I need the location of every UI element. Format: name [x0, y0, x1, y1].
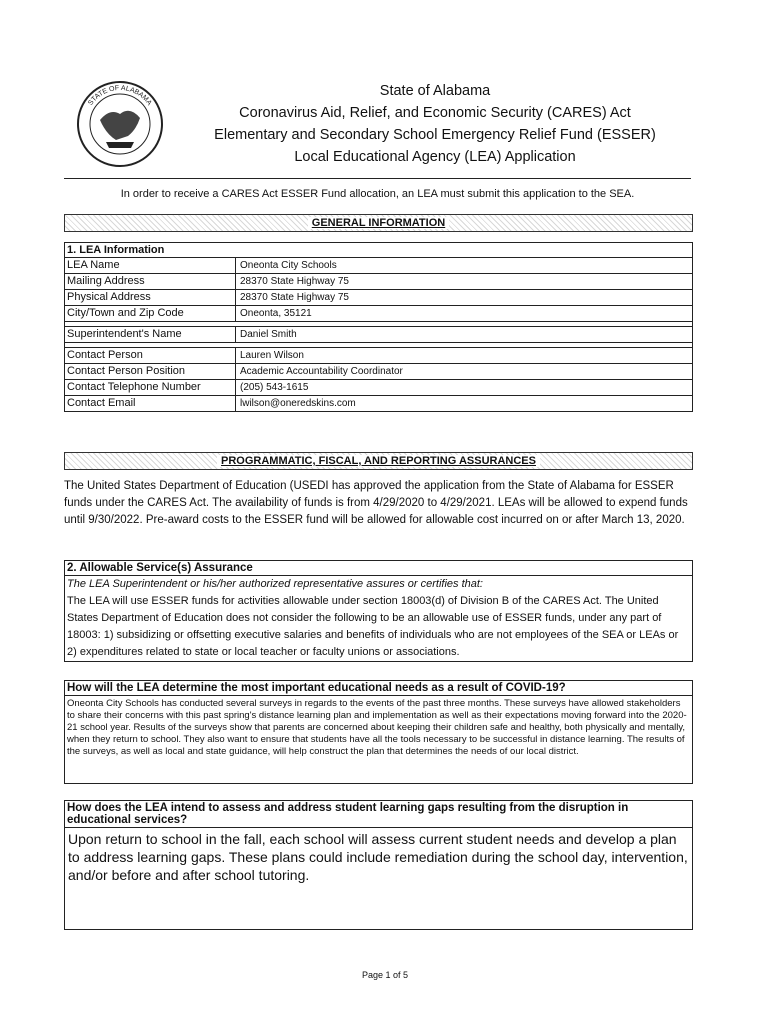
field-label: Mailing Address — [65, 274, 236, 289]
educational-needs-question: How will the LEA determine the most important educational needs as a result of COVID-19? — [65, 681, 692, 696]
learning-gaps-answer: Upon return to school in the fall, each school will assess current student needs and develop a plan to address learning gaps. These plans could include remediation during the school day, intervention, and/or before and after school tutoring. — [68, 831, 688, 883]
superintendent-value: Daniel Smith — [240, 329, 297, 340]
contact-phone-value: (205) 543-1615 — [240, 382, 309, 393]
mailing-address-value: 28370 State Highway 75 — [240, 276, 349, 287]
general-information-banner: GENERAL INFORMATION — [64, 214, 693, 232]
title-line-4: Local Educational Agency (LEA) Application — [294, 149, 576, 165]
field-label: City/Town and Zip Code — [65, 306, 236, 321]
title-line-3: Elementary and Secondary School Emergency Relief Fund (ESSER) — [214, 127, 656, 143]
lea-name-value: Oneonta City Schools — [240, 260, 337, 271]
field-label: Contact Telephone Number — [65, 380, 236, 395]
table-row — [65, 290, 692, 306]
table-row — [65, 326, 692, 343]
title-line-1: State of Alabama — [379, 83, 491, 99]
field-label: Physical Address — [65, 290, 236, 305]
learning-gaps-question: How does the LEA intend to assess and address student learning gaps resulting from the disruption in educational services? — [65, 801, 692, 828]
page-number: Page 1 of 5 — [361, 970, 409, 980]
city-zip-value: Oneonta, 35121 — [240, 308, 312, 319]
table-row — [65, 364, 692, 380]
physical-address-value: 28370 State Highway 75 — [240, 292, 349, 303]
assurance-body: The LEA will use ESSER funds for activities allowable under section 18003(d) of Division B of the CARES Act. The United States Department of Education does not consider the following to be an allowable use of ESSER funds, under any part of 18003: 1) subsidizing or offsetting executive salaries and benefits of individuals who are not employees of the SEA or LEAs or 2) expenditures related to state or local teacher or faculty unions or associations. — [67, 595, 679, 658]
table-row — [65, 274, 692, 290]
table-row — [65, 306, 692, 322]
assurance-subheading: The LEA Superintendent or his/her authorized representative assures or certifies that: — [67, 578, 483, 590]
learning-gaps-section — [64, 800, 693, 930]
contact-position-value: Academic Accountability Coordinator — [240, 366, 403, 377]
field-label: Superintendent's Name — [65, 327, 236, 342]
contact-email-value: lwilson@oneredskins.com — [240, 398, 356, 409]
educational-needs-section — [64, 680, 693, 784]
usedi-paragraph: The United States Department of Education (USEDI has approved the application from the State of Alabama for ESSER funds under the CARES Act. The availability of funds is from 4/29/2020 to 4/29/2021. LEAs will be allowed to expend funds until 9/30/2022. Pre-award costs to the ESSER fund will be allowed for allowable cost incurred on or after March 13, 2020. — [64, 480, 688, 526]
svg-text:STATE OF ALABAMA: STATE OF ALABAMA — [87, 84, 153, 107]
field-label: LEA Name — [65, 258, 236, 273]
field-label: Contact Person — [65, 348, 236, 363]
contact-person-value: Lauren Wilson — [240, 350, 304, 361]
lea-information-table — [64, 242, 693, 412]
document-title-block — [150, 80, 720, 168]
title-line-2: Coronavirus Aid, Relief, and Economic Security (CARES) Act — [239, 105, 631, 121]
intro-text: In order to receive a CARES Act ESSER Fund allocation, an LEA must submit this application to the SEA. — [120, 188, 635, 200]
allowable-services-heading: 2. Allowable Service(s) Assurance — [65, 561, 692, 576]
allowable-services-section — [64, 560, 693, 662]
field-label: Contact Person Position — [65, 364, 236, 379]
educational-needs-answer: Oneonta City Schools has conducted several surveys in regards to the events of the past three months. These surveys have allowed stakeholders to share their concerns with this past spring's distance learning plan and implementation as well as their expectations moving forward into the 2020-21 school year. Results of the surveys show that parents are concerned about keeping their children safe and healthy, both physically and mentally, when they return to school. They also want to ensure that students have all the tools necessary to be successful in distance learning. The results of the surveys, as well as local and state guidance, will help construct the plan that determines the needs of our local district. — [67, 698, 687, 757]
lea-information-heading: 1. LEA Information — [65, 243, 692, 258]
table-row — [65, 380, 692, 396]
header-rule — [64, 178, 691, 179]
field-label: Contact Email — [65, 396, 236, 411]
table-row — [65, 396, 692, 411]
table-row — [65, 347, 692, 364]
table-row — [65, 258, 692, 274]
programmatic-assurances-banner: PROGRAMMATIC, FISCAL, AND REPORTING ASSURANCES — [64, 452, 693, 470]
